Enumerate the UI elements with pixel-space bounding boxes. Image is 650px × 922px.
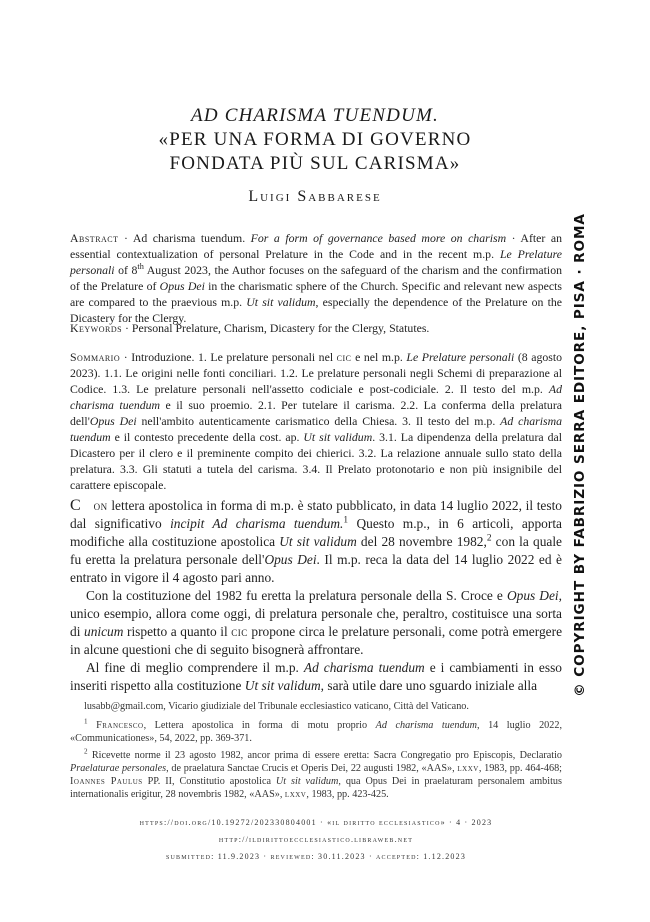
footnote-italic: Praelaturae personales xyxy=(70,763,167,774)
sommario-section xyxy=(70,349,562,493)
drop-cap: C xyxy=(70,497,81,514)
footnote-number: 1 xyxy=(84,717,88,726)
abstract-label: Abstract xyxy=(70,231,119,245)
footnote-text: , Lettera apostolica in forma di motu proprio xyxy=(143,720,376,731)
sommario-italic: Le Prelature personali xyxy=(406,350,515,364)
footer-website[interactable]: http://ildirittoecclesiastico.libraweb.net xyxy=(218,835,414,844)
title-line-2: «PER UNA FORMA DI GOVERNO xyxy=(158,129,472,150)
paragraph-italic: Opus Dei xyxy=(264,552,317,567)
paragraph-text: del 28 novembre 1982, xyxy=(356,534,487,549)
abstract-italic: Ut sit validum xyxy=(246,295,316,309)
sommario-text: e il contesto precedente della cost. ap. xyxy=(110,430,304,444)
sommario-text: Introduzione. 1. Le prelature personali nel xyxy=(131,350,337,364)
keywords-section xyxy=(70,320,562,336)
separator: · xyxy=(120,350,132,364)
sommario-text: e il suo proemio. 2.1. Per tutelare il carisma. 2.2. La conferma della prelatura dell' xyxy=(70,398,562,428)
paragraph-italic: incipit Ad charisma tuendum. xyxy=(170,516,344,531)
paragraph-italic: Ad charisma tuendum xyxy=(303,660,425,675)
footnote-text: Ricevette norme il 23 agosto 1982, ancor prima di essere eretta: Sacra Congregatio pro Episcopis, Declaratio xyxy=(91,750,563,761)
footnote-smallcaps: lxxv xyxy=(457,763,479,774)
paragraph-1 xyxy=(70,497,562,587)
title-line-3: FONDATA PIÙ SUL CARISMA» xyxy=(169,153,461,174)
footnote-text: PP. II, Constitutio apostolica xyxy=(142,776,276,787)
footnote-smallcaps: lxxv xyxy=(284,789,307,800)
abstract-title: Ad charisma tuendum. xyxy=(132,231,251,245)
paragraph-text: lettera apostolica in forma di m.p. è stato pubblicato, in data 14 luglio 2022, il testo dal significativo xyxy=(70,498,562,531)
abstract-text: of 8 xyxy=(114,263,138,277)
footnote-2 xyxy=(70,749,562,801)
footnote-italic: Ut sit validum xyxy=(275,776,339,787)
footnote-smallcaps: Ioannes Paulus xyxy=(70,776,143,787)
footnote-number: 2 xyxy=(84,747,88,756)
footnote-text: , 14 luglio 2022, «Communicationes», 54, 2022, pp. 369-371. xyxy=(70,720,563,744)
footer-doi[interactable]: https://doi.org/10.19272/202330804001 · «il diritto ecclesiastico» · 4 · 2023 xyxy=(139,818,493,827)
paragraph-text: , sarà utile dare uno sguardo iniziale alla xyxy=(320,678,538,693)
author-contact: lusabb@gmail.com, Vicario giudiziale del Tribunale ecclesiastico vaticano, Città del Vaticano. xyxy=(84,701,469,712)
sommario-label: Sommario xyxy=(70,350,121,364)
sommario-text: nell'ambito autenticamente carismatico della Chiesa. 3. Il testo del m.p. xyxy=(136,414,501,428)
footnotes-section xyxy=(70,700,562,805)
footnote-text: , qua Opus Dei in praelaturam personalem ambitus internationalis erigitur, 28 novembris 1982, «AAS», xyxy=(70,776,562,800)
sommario-text: e nel m.p. xyxy=(351,350,407,364)
paragraph-italic: unicum xyxy=(84,624,124,639)
paragraph-text: e i cambiamenti in esso inseriti rispetto alla costituzione xyxy=(70,660,562,693)
paragraph-text: propone circa le prelature personali, come potrà emergere in alcune questioni che di seguito bisognerà affrontare. xyxy=(70,624,563,657)
keywords-label: Keywords xyxy=(70,321,123,335)
keywords-text: Personal Prelature, Charism, Dicastery for the Clergy, Statutes. xyxy=(131,321,430,335)
paragraph-italic: Ut sit validum xyxy=(244,678,321,693)
footnote-text: , 1983, pp. 464-468; xyxy=(478,763,563,774)
footnote-text: , 1983, pp. 423-425. xyxy=(306,789,389,800)
paragraph-text: con la quale fu eretta la prelatura personale dell' xyxy=(70,534,562,567)
sommario-italic: Opus Dei xyxy=(89,414,137,428)
abstract-italic: Opus Dei xyxy=(159,279,205,293)
abstract-italic: Le Prelature personali xyxy=(70,247,562,277)
footnote-1 xyxy=(70,719,562,745)
paragraph-italic: Opus Dei xyxy=(506,588,559,603)
abstract-text: August 2023, the Author focuses on the safeguard of the charism and the confirmation of the Prelature of xyxy=(70,263,563,293)
separator: · xyxy=(506,231,521,245)
sommario-italic: Ad charisma tuendum xyxy=(70,382,562,412)
title-line-1: AD CHARISMA TUENDUM. xyxy=(191,105,439,126)
sommario-smallcaps: cic xyxy=(336,350,352,364)
body-text xyxy=(70,497,562,695)
abstract-text: in the charismatic sphere of the Church. Specific and relevant new aspects are compared to the praevious m.p. xyxy=(70,279,562,309)
copyright-notice xyxy=(561,213,599,697)
paragraph-3 xyxy=(70,659,562,695)
footer-dates: submitted: 11.9.2023 · reviewed: 30.11.2023 · accepted: 1.12.2023 xyxy=(165,852,467,861)
article-author: Luigi Sabbarese xyxy=(248,188,382,205)
separator: · xyxy=(122,321,132,335)
abstract-text: After an essential contextualization of personal Prelature in the Code and in the recent m.p. xyxy=(70,231,562,261)
opening-smallcaps: on xyxy=(93,498,108,513)
abstract-text: , especially the dependence of the Prelature on the Dicastery for the Clergy. xyxy=(70,295,562,325)
copyright-text: © COPYRIGHT BY FABRIZIO SERRA EDITORE, PISA · ROMA xyxy=(572,213,588,697)
abstract-section xyxy=(70,230,562,326)
paragraph-text: Questo m.p., in 6 articoli, apporta modifiche alla costituzione apostolica xyxy=(70,516,563,549)
paragraph-text: . Il m.p. reca la data del 14 luglio 2022 ed è entrato in vigore il 4 agosto pari anno. xyxy=(70,552,562,585)
article-title xyxy=(70,104,560,176)
footnote-ref-1[interactable]: 1 xyxy=(343,515,349,526)
paragraph-italic: Ut sit validum xyxy=(279,534,357,549)
sommario-italic: Ut sit validum xyxy=(303,430,373,444)
separator: · xyxy=(118,231,133,245)
abstract-title-italic: For a form of governance based more on charism xyxy=(250,231,507,245)
sommario-text: (8 agosto 2023). 1.1. Le origini nelle fonti conciliari. 1.2. Le prelature personali negli Schemi di preparazione al Codice. 1.3. Le prelature personali nell'assetto codiciale e post-codiciale. 2. Il testo del m.p. xyxy=(70,350,563,396)
paragraph-text: rispetto a quanto il xyxy=(123,624,232,639)
sommario-italic: Ad charisma tuendum xyxy=(70,414,563,444)
footnote-smallcaps: Francesco xyxy=(96,720,144,731)
footnote-italic: Ad charisma tuendum xyxy=(375,720,477,731)
paragraph-text: Con la costituzione del 1982 fu eretta la prelatura personale della S. Croce e xyxy=(86,588,507,603)
paragraph-text: Al fine di meglio comprendere il m.p. xyxy=(86,660,304,675)
ordinal-suffix: th xyxy=(137,262,144,272)
footnote-text: , de praelatura Sanctae Crucis et Operis Dei, 22 augusti 1982, «AAS», xyxy=(166,763,458,774)
paragraph-2 xyxy=(70,587,562,659)
paragraph-smallcaps: cic xyxy=(231,624,248,639)
sommario-text: . 3.1. La dipendenza della prelatura dal Dicastero per il clero e il preminente compito dei chierici. 3.2. La relazione annuale sullo stato della prelatura. 3.3. Gli statuti a tutela del carisma. 3.4. Il Prelato protonotario e non più insignibile del carattere episcopale. xyxy=(70,430,562,492)
footnote-ref-2[interactable]: 2 xyxy=(486,533,492,544)
paragraph-text: , unico esempio, allora come oggi, di prelatura personale che, peraltro, costituisce una sorta di xyxy=(70,588,562,639)
